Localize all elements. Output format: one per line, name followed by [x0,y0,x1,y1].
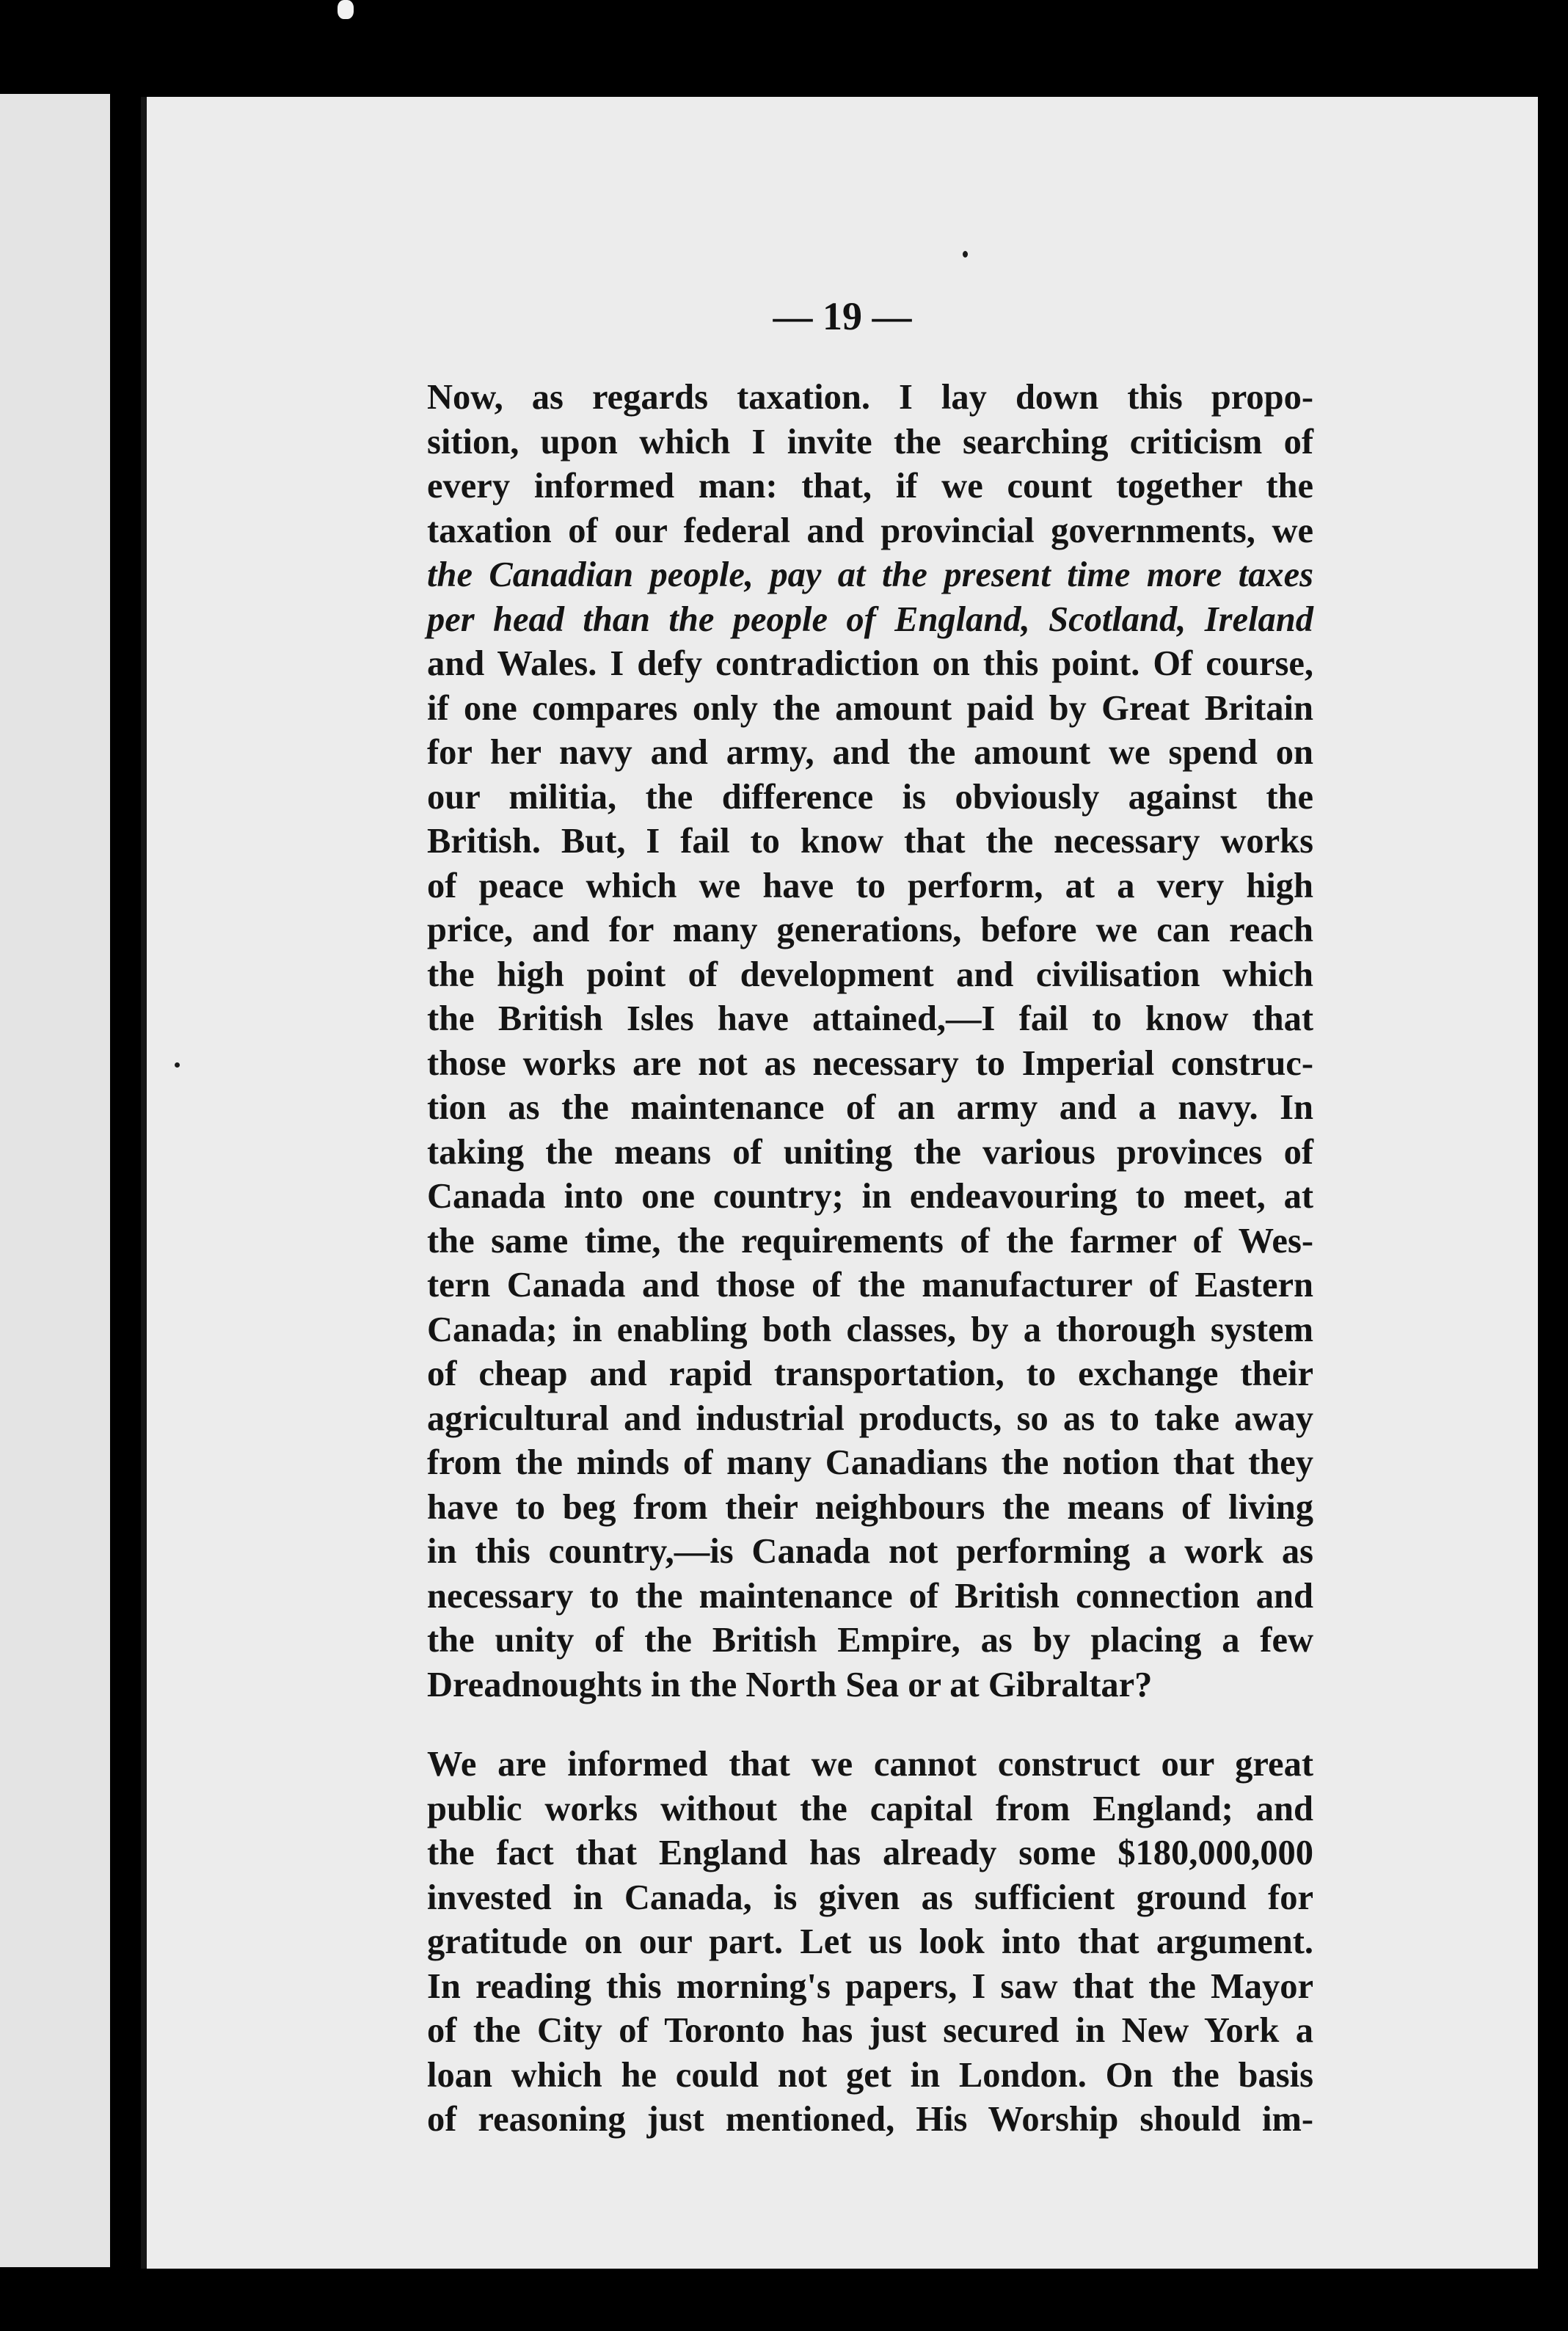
text-line: Dreadnoughts in the North Sea or at Gibraltar? [427,1665,1153,1704]
paragraph-taxation [367,376,1313,1707]
text-line: price, and for many generations, before we can reach [427,911,1313,949]
text-line: tern Canada and those of the manufacturer of Eastern [427,1266,1313,1305]
text-line: our militia, the difference is obviously against the [427,777,1313,817]
text-line: sition, upon which I invite the searching criticism of [427,422,1313,462]
text-line: have to beg from their neighbours the means of living [427,1487,1313,1527]
paragraph-capital [367,1743,1313,2142]
text-line: the same time, the requirements of the farmer of Wes- [427,1221,1313,1261]
text-line: of cheap and rapid transportation, to exchange their [427,1354,1313,1393]
text-line: for her navy and army, and the amount we spend on [427,733,1313,772]
text-line: the unity of the British Empire, as by placing a few [427,1621,1313,1660]
ink-speck [175,1062,180,1068]
text-line: from the minds of many Canadians the notion that they [427,1443,1313,1482]
text-line: loan which he could not get in London. On the basis [427,2055,1313,2095]
text-line: every informed man: that, if we count together the [427,467,1313,506]
text-line: in this country,—is Canada not performing a work as [427,1532,1313,1571]
text-line: of the City of Toronto has just secured in New York a [427,2011,1313,2050]
text-line: taxation of our federal and provincial governments, we [427,511,1313,550]
body-text [367,376,1313,2142]
text-line: We are informed that we cannot construct our great [427,1745,1313,1784]
text-line: of reasoning just mentioned, His Worship should im- [427,2100,1313,2139]
text-line: if one compares only the amount paid by Great Britain [427,688,1313,728]
text-line: In reading this morning's papers, I saw that the Mayor [427,1966,1313,2006]
text-line: those works are not as necessary to Imperial construc- [427,1043,1313,1083]
text-line-italic: per head than the people of England, Scotland, Ireland [427,599,1313,639]
text-line: necessary to the maintenance of British connection and [427,1576,1313,1616]
facing-page-edge [0,94,110,2267]
book-page [141,97,1538,2269]
text-line: Canada into one country; in endeavouring to meet, at [427,1177,1313,1216]
text-line: invested in Canada, is given as sufficient ground for [427,1878,1313,1917]
text-line: and Wales. I defy contradiction on this point. Of course, [427,644,1313,683]
text-line: tion as the maintenance of an army and a navy. In [427,1088,1313,1127]
text-line: gratitude on our part. Let us look into that argument. [427,1922,1313,1961]
text-line: British. But, I fail to know that the necessary works [427,822,1313,861]
text-line: the British Isles have attained,—I fail to know that [427,999,1313,1038]
text-line: the fact that England has already some $180,000,000 [427,1834,1313,1872]
page-number: — 19 — [773,294,912,338]
text-line: Canada; in enabling both classes, by a thorough system [427,1310,1313,1349]
text-line: public works without the capital from England; and [427,1789,1313,1828]
text-line: agricultural and industrial products, so as to take away [427,1398,1313,1438]
text-line-italic: the Canadian people, pay at the present time more taxes [427,555,1313,594]
text-line: the high point of development and civilisation which [427,955,1313,994]
text-line: taking the means of uniting the various provinces of [427,1132,1313,1172]
text-line: Now, as regards taxation. I lay down this propo- [427,378,1313,417]
scan-artifact [338,0,354,19]
text-line: of peace which we have to perform, at a very high [427,866,1313,905]
ink-speck [963,251,968,258]
